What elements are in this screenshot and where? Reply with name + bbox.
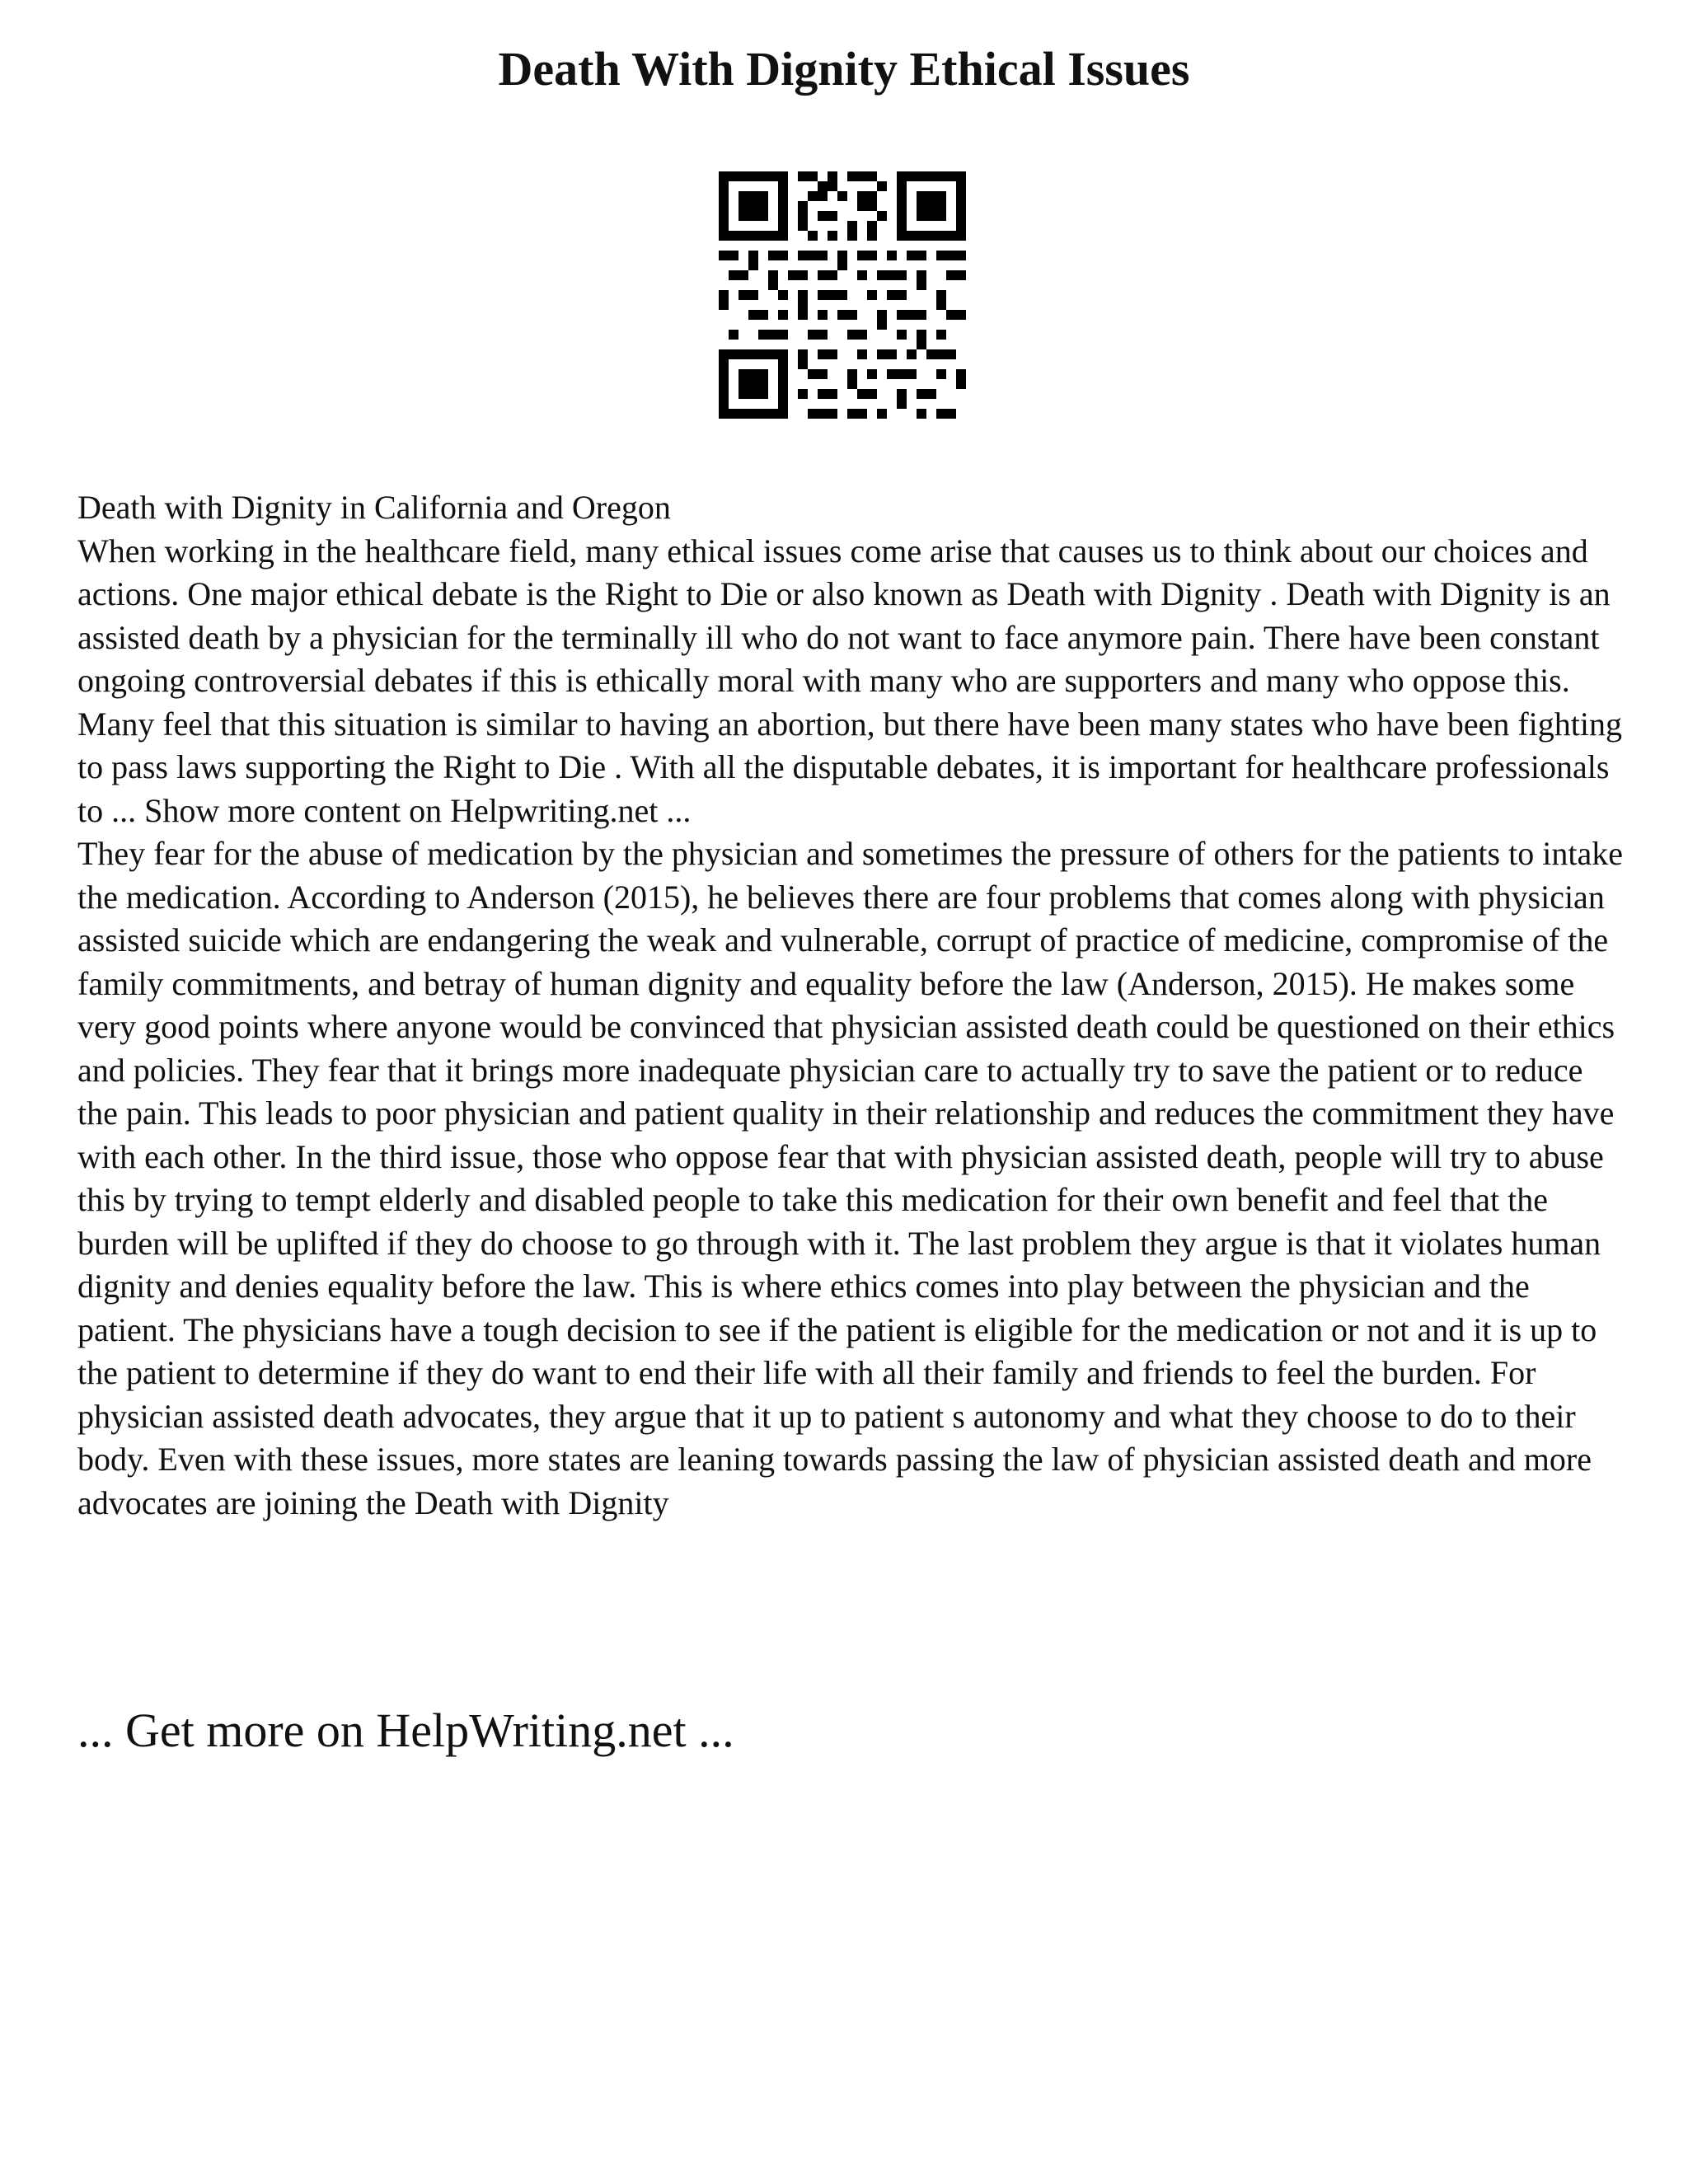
document-title: Death With Dignity Ethical Issues bbox=[498, 42, 1190, 96]
paragraph-intro: When working in the healthcare field, many ethical issues come arise that causes us to think about our choices and actions. One major ethical debate is the Right to Die or also known as Death with Dignity . Death with Dignity is an assisted death by a physician for the terminally ill who do not want to face anymore pain. There have been constant ongoing controversial debates if this is ethically moral with many who are supporters and many who oppose this. Many feel that this situation is similar to having an abortion, but there have been many states who have been fighting to pass laws supporting the Right to Die . With all the disputable debates, it is important for healthcare professionals to ... Show more content on Helpwriting.net ... bbox=[77, 532, 1622, 829]
document-body bbox=[77, 486, 1627, 1525]
document-subheading: Death with Dignity in California and Oregon bbox=[77, 489, 671, 526]
paragraph-main: They fear for the abuse of medication by the physician and sometimes the pressure of others for the patients to intake the medication. According to Anderson (2015), he believes there are four problems that comes along with physician assisted suicide which are endangering the weak and vulnerable, corrupt of practice of medicine, compromise of the family commitments, and betray of human dignity and equality before the law (Anderson, 2015). He makes some very good points where anyone would be convinced that physician assisted death could be questioned on their ethics and policies. They fear that it brings more inadequate physician care to actually try to save the patient or to reduce the pain. This leads to poor physician and patient quality in their relationship and reduces the commitment they have with each other. In the third issue, those who oppose fear that with physician assisted death, people will try to abuse this by trying to tempt elderly and disabled people to take this medication for their own benefit and feel that the burden will be uplifted if they do choose to go through with it. The last problem they argue is that it violates human dignity and denies equality before the law. This is where ethics comes into play between the physician and the patient. The physicians have a tough decision to see if the patient is eligible for the medication or not and it is up to the patient to determine if they do want to end their life with all their family and friends to feel the burden. For physician assisted death advocates, they argue that it up to patient s autonomy and what they choose to do to their body. Even with these issues, more states are leaning towards passing the law of physician assisted death and more advocates are joining the Death with Dignity bbox=[77, 835, 1623, 1521]
qr-code-graphic bbox=[719, 171, 966, 419]
get-more-link[interactable]: ... Get more on HelpWriting.net ... bbox=[77, 1704, 734, 1757]
qr-code-icon[interactable] bbox=[719, 171, 966, 419]
